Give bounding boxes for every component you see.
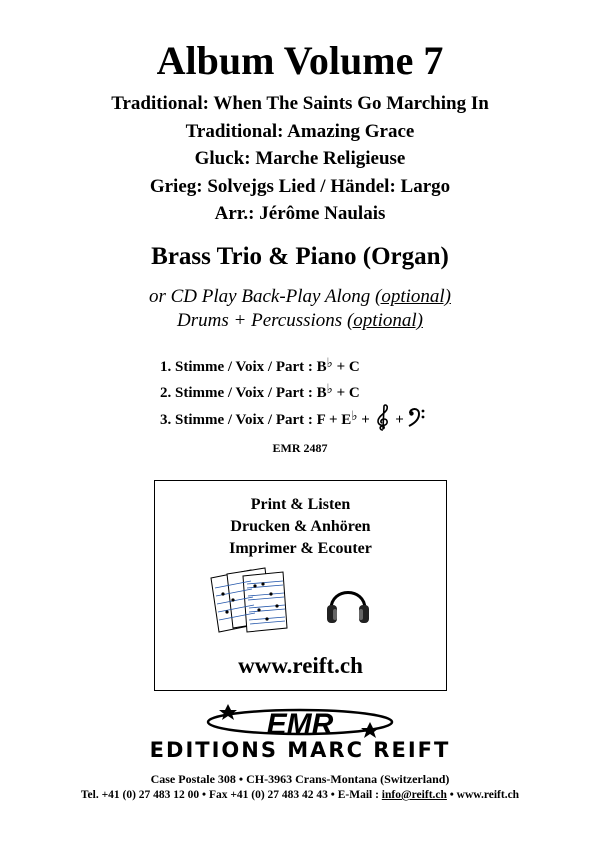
print-listen-box (154, 480, 447, 691)
part-row: 2. Stimme / Voix / Part : B♭ + C (160, 381, 360, 401)
flat-symbol: ♭ (351, 408, 358, 423)
print-listen-text: Print & Listen Drucken & Anhören Imprimer & Ecouter (229, 496, 372, 557)
piece-list (0, 90, 600, 200)
emr-logo-mark: EMR (266, 708, 334, 740)
piece-title: Gluck: Marche Religieuse (194, 148, 406, 169)
part-row: 3. Stimme / Voix / Part : F + E♭ + + (160, 404, 426, 432)
email-link[interactable]: info@reift.ch (381, 789, 447, 801)
bass-clef-icon (408, 407, 426, 427)
part-row: 1. Stimme / Voix / Part : B♭ + C (160, 355, 360, 375)
album-title: Album Volume 7 (156, 38, 444, 83)
headphones-icon (323, 579, 373, 629)
emr-logo (200, 700, 400, 740)
piece-title: Traditional: Amazing Grace (185, 120, 415, 142)
flat-symbol: ♭ (326, 355, 333, 370)
plus-sign: + (395, 412, 404, 428)
arranger: Arr.: Jérôme Naulais (214, 203, 386, 224)
piece-title: Traditional: When The Saints Go Marching In (111, 93, 489, 114)
optional-notes (0, 285, 600, 333)
flat-symbol: ♭ (326, 381, 333, 396)
instrumentation: Brass Trio & Piano (Organ) (151, 243, 449, 270)
piece-title: Grieg: Solvejgs Lied / Händel: Largo (149, 175, 451, 197)
treble-clef-icon (374, 404, 392, 432)
publisher-contact: Tel. +41 (0) 27 483 12 00 • Fax +41 (0) 27 483 42 43 • E-Mail : info@reift.ch • www.reift.ch (80, 789, 520, 801)
publisher-address: Case Postale 308 • CH-3963 Crans-Montana (Switzerland) (150, 772, 450, 786)
sheet-music-icon (207, 566, 291, 636)
catalog-number: EMR 2487 (272, 441, 328, 455)
percussion-note: Drums + Percussions (optional) (177, 310, 423, 331)
parts-list (160, 352, 426, 432)
website-url: www.reift.ch (238, 653, 363, 678)
publisher-brand: EDITIONS MARC REIFT (149, 738, 451, 762)
playback-note: or CD Play Back-Play Along (optional) (148, 286, 451, 307)
